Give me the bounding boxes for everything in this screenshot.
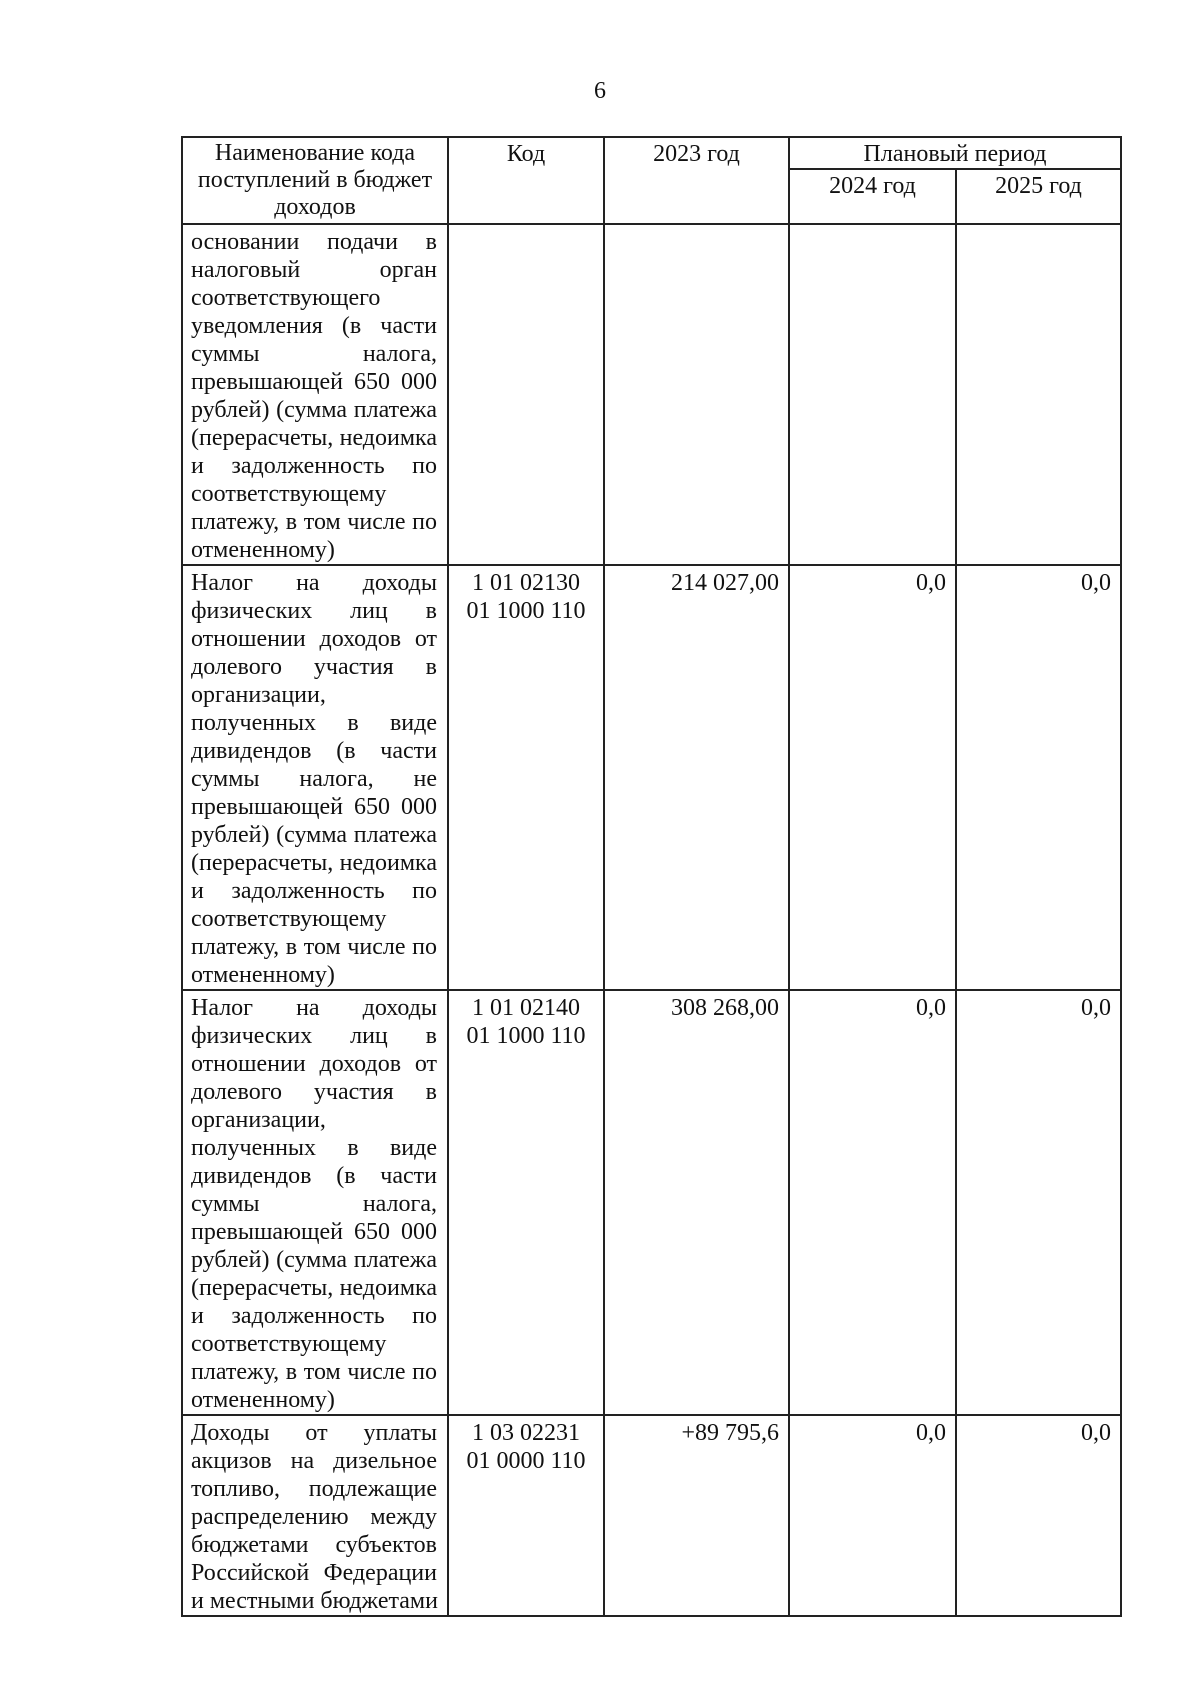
row-value-2024: 0,0 [789, 990, 956, 1415]
name-line: суммы налога, [191, 341, 437, 367]
name-line: организации, [191, 1107, 326, 1133]
name-line: Налог на доходы [191, 995, 437, 1021]
name-line: полученных в виде [191, 1135, 437, 1161]
row-value-2023 [604, 224, 789, 565]
header-name: Наименование кода поступлений в бюджет доходов [182, 137, 448, 224]
header-code: Код [448, 137, 604, 224]
name-line: отношении доходов от [191, 1051, 437, 1077]
header-year-2023: 2023 год [604, 137, 789, 224]
row-value-2023: 308 268,00 [604, 990, 789, 1415]
row-value-2025: 0,0 [956, 990, 1121, 1415]
row-value-2024: 0,0 [789, 565, 956, 990]
name-line: превышающей 650 000 [191, 369, 437, 395]
name-line: отмененному) [191, 962, 335, 988]
name-line: (перерасчеты, недоимка [191, 850, 437, 876]
row-value-2023: 214 027,00 [604, 565, 789, 990]
code-line: 1 01 02130 [472, 570, 580, 596]
table-row [182, 565, 1121, 990]
row-code [448, 1415, 604, 1616]
code-line: 01 1000 110 [466, 1023, 586, 1049]
name-line: отношении доходов от [191, 626, 437, 652]
row-code [448, 565, 604, 990]
name-line: рублей) (сумма платежа [191, 397, 437, 423]
row-value-2024: 0,0 [789, 1415, 956, 1616]
name-line: отмененному) [191, 1387, 335, 1413]
name-line: и местными бюджетами [191, 1588, 438, 1614]
name-line: превышающей 650 000 [191, 794, 437, 820]
name-line: и задолженность по [191, 878, 437, 904]
name-line: физических лиц в [191, 598, 437, 624]
row-value-2023: +89 795,6 [604, 1415, 789, 1616]
table-row [182, 1415, 1121, 1616]
name-line: уведомления (в части [191, 313, 437, 339]
table-header-row [182, 137, 1121, 169]
name-line: дивидендов (в части [191, 738, 437, 764]
code-line: 1 03 02231 [472, 1420, 580, 1446]
name-line: Российской Федерации [191, 1560, 437, 1586]
table-row [182, 990, 1121, 1415]
row-name [182, 1415, 448, 1616]
name-line: суммы налога, [191, 1191, 437, 1217]
table-row [182, 224, 1121, 565]
name-line: основании подачи в [191, 229, 437, 255]
row-name [182, 990, 448, 1415]
header-year-2025: 2025 год [956, 169, 1121, 224]
name-line: топливо, подлежащие [191, 1476, 437, 1502]
header-plan-period: Плановый период [789, 137, 1121, 169]
code-line: 01 1000 110 [466, 598, 586, 624]
name-line: долевого участия в [191, 654, 437, 680]
name-line: долевого участия в [191, 1079, 437, 1105]
row-name [182, 565, 448, 990]
name-line: акцизов на дизельное [191, 1448, 437, 1474]
name-line: и задолженность по [191, 453, 437, 479]
name-line: физических лиц в [191, 1023, 437, 1049]
name-line: (перерасчеты, недоимка [191, 425, 437, 451]
name-line: рублей) (сумма платежа [191, 822, 437, 848]
name-line: организации, [191, 682, 326, 708]
name-line: дивидендов (в части [191, 1163, 437, 1189]
page-number: 6 [594, 78, 606, 104]
name-line: налоговый орган [191, 257, 437, 283]
name-line: отмененному) [191, 537, 335, 563]
name-line: суммы налога, не [191, 766, 437, 792]
code-line: 01 0000 110 [466, 1448, 586, 1474]
name-line: Налог на доходы [191, 570, 437, 596]
revenue-table [181, 136, 1122, 1617]
name-line: полученных в виде [191, 710, 437, 736]
name-line: и задолженность по [191, 1303, 437, 1329]
row-value-2025: 0,0 [956, 1415, 1121, 1616]
name-line: соответствующему [191, 1331, 387, 1357]
name-line: превышающей 650 000 [191, 1219, 437, 1245]
row-value-2025 [956, 224, 1121, 565]
row-value-2024 [789, 224, 956, 565]
name-line: Доходы от уплаты [191, 1420, 437, 1446]
name-line: рублей) (сумма платежа [191, 1247, 437, 1273]
row-name [182, 224, 448, 565]
name-line: платежу, в том числе по [191, 509, 437, 535]
row-value-2025: 0,0 [956, 565, 1121, 990]
name-line: платежу, в том числе по [191, 934, 437, 960]
name-line: распределению между [191, 1504, 437, 1530]
name-line: соответствующего [191, 285, 381, 311]
name-line: (перерасчеты, недоимка [191, 1275, 437, 1301]
name-line: бюджетами субъектов [191, 1532, 437, 1558]
code-line: 1 01 02140 [472, 995, 580, 1021]
row-code [448, 990, 604, 1415]
name-line: соответствующему [191, 481, 387, 507]
header-year-2024: 2024 год [789, 169, 956, 224]
row-code [448, 224, 604, 565]
name-line: платежу, в том числе по [191, 1359, 437, 1385]
name-line: соответствующему [191, 906, 387, 932]
